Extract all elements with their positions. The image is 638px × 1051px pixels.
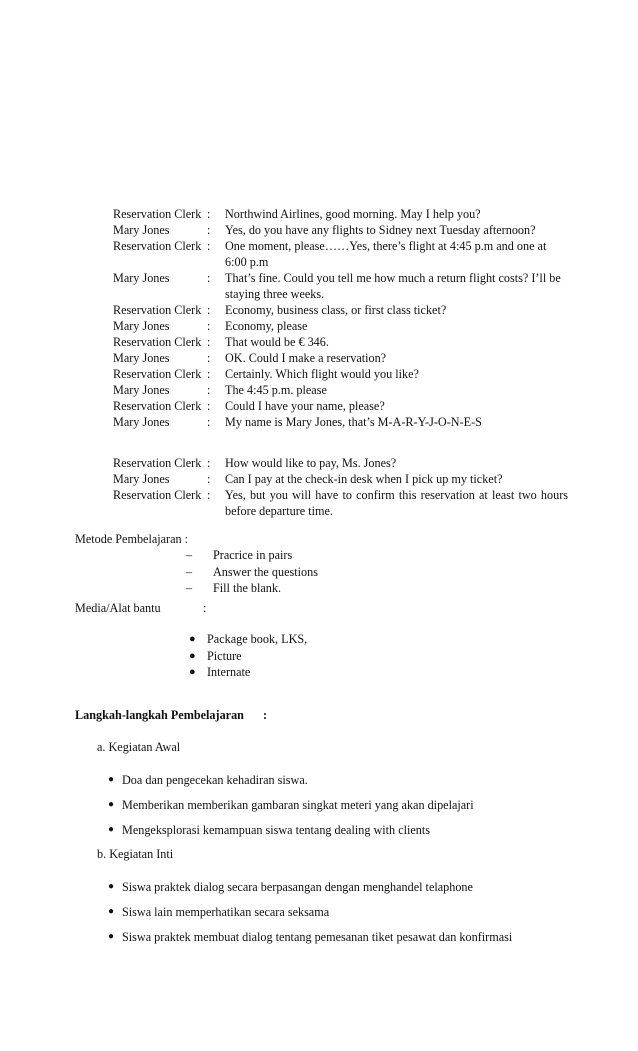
- separator: :: [207, 488, 211, 502]
- list-item: [108, 929, 512, 945]
- dialogue-line: [113, 222, 568, 238]
- bullet-icon: ●: [189, 649, 196, 662]
- separator: :: [207, 367, 211, 381]
- separator: :: [207, 319, 211, 333]
- dialogue-line: [113, 302, 568, 318]
- spacer: [113, 430, 568, 455]
- utterance: Certainly. Which flight would you like?: [225, 367, 419, 381]
- speaker: Mary Jones: [113, 383, 170, 397]
- separator: :: [207, 335, 211, 349]
- utterance: Can I pay at the check-in desk when I pick up my ticket?: [225, 472, 503, 486]
- list-item-text: Pracrice in pairs: [213, 548, 293, 562]
- dialogue-line: [113, 382, 568, 398]
- utterance: Could I have your name, please?: [225, 399, 385, 413]
- dialogue-line: [113, 471, 568, 487]
- list-item-text: Memberikan memberikan gambaran singkat meteri yang akan dipelajari: [122, 798, 474, 812]
- speaker: Reservation Clerk: [113, 488, 202, 502]
- separator: :: [207, 207, 211, 221]
- speaker: Reservation Clerk: [113, 456, 202, 470]
- bullet-icon: ●: [108, 931, 115, 942]
- bullet-icon: ●: [108, 906, 115, 917]
- dialogue-line: [113, 334, 568, 350]
- separator: :: [207, 456, 211, 470]
- speaker: Mary Jones: [113, 319, 170, 333]
- utterance: The 4:45 p.m. please: [225, 383, 327, 397]
- speaker: Reservation Clerk: [113, 239, 202, 253]
- list-item: [186, 580, 318, 597]
- list-item-text: Internate: [207, 665, 251, 679]
- list-item: [189, 664, 307, 681]
- utterance: Yes, but you will have to confirm this reservation at least two hours before departure time.: [225, 488, 568, 518]
- dialogue-line: [113, 398, 568, 414]
- utterance: How would like to pay, Ms. Jones?: [225, 456, 397, 470]
- dialogue-block: [113, 206, 568, 519]
- separator: :: [207, 351, 211, 365]
- list-item-text: Answer the questions: [213, 564, 318, 579]
- speaker: Reservation Clerk: [113, 367, 202, 381]
- list-item: [186, 547, 318, 564]
- utterance: Economy, business class, or first class ticket?: [225, 303, 447, 317]
- langkah-heading: Langkah-langkah Pembelajaran: [75, 708, 244, 722]
- list-item-text: Siswa praktek dialog secara berpasangan dengan menghandel telaphone: [122, 880, 473, 894]
- dialogue-line: [113, 318, 568, 334]
- separator: :: [207, 223, 211, 237]
- speaker: Reservation Clerk: [113, 399, 202, 413]
- list-item: [108, 822, 430, 838]
- list-item-text: Fill the blank.: [213, 581, 282, 595]
- metode-list: [186, 547, 318, 597]
- list-item-text: Siswa lain memperhatikan secara seksama: [122, 905, 330, 919]
- utterance: That’s fine. Could you tell me how much a return flight costs? I’ll be staying three weeks.: [225, 271, 561, 301]
- kegiatan-awal-title: a. Kegiatan Awal: [97, 740, 181, 754]
- list-item: [108, 772, 308, 788]
- speaker: Mary Jones: [113, 223, 170, 237]
- separator: :: [207, 415, 211, 429]
- langkah-separator: :: [263, 708, 268, 722]
- utterance: My name is Mary Jones, that’s M-A-R-Y-J-O-N-E-S: [225, 415, 482, 429]
- dash-marker: –: [186, 548, 193, 562]
- separator: :: [207, 399, 211, 413]
- utterance: Economy, please: [225, 319, 308, 333]
- bullet-icon: ●: [189, 666, 196, 678]
- list-item: [186, 564, 318, 581]
- speaker: Reservation Clerk: [113, 303, 202, 317]
- speaker: Reservation Clerk: [113, 335, 202, 349]
- metode-label: Metode Pembelajaran :: [75, 532, 189, 546]
- media-separator: :: [203, 601, 207, 615]
- dialogue-line: [113, 270, 568, 302]
- utterance: One moment, please……Yes, there’s flight at 4:45 p.m and one at 6:00 p.m: [225, 239, 547, 269]
- bullet-icon: ●: [108, 824, 115, 835]
- dialogue-line: [113, 366, 568, 382]
- list-item-text: Picture: [207, 648, 242, 663]
- media-label: Media/Alat bantu: [75, 601, 161, 615]
- separator: :: [207, 239, 211, 253]
- speaker: Mary Jones: [113, 472, 170, 486]
- dialogue-line: [113, 350, 568, 366]
- list-item-text: Siswa praktek membuat dialog tentang pemesanan tiket pesawat dan konfirmasi: [122, 930, 513, 944]
- dialogue-line: [113, 414, 568, 430]
- list-item: [108, 879, 473, 895]
- list-item: [108, 904, 329, 920]
- separator: :: [207, 271, 211, 285]
- dialogue-line: [113, 206, 568, 222]
- list-item-text: Doa dan pengecekan kehadiran siswa.: [122, 773, 308, 787]
- list-item: [189, 648, 307, 665]
- dialogue-line: [113, 238, 568, 270]
- bullet-icon: ●: [108, 799, 115, 810]
- bullet-icon: ●: [108, 881, 115, 892]
- media-list: [189, 631, 307, 681]
- bullet-icon: ●: [189, 633, 196, 645]
- list-item-text: Package book, LKS,: [207, 632, 308, 646]
- speaker: Reservation Clerk: [113, 207, 202, 221]
- speaker: Mary Jones: [113, 415, 170, 429]
- separator: :: [207, 383, 211, 397]
- utterance: That would be € 346.: [225, 335, 329, 349]
- dialogue-line: [113, 455, 568, 471]
- dialogue-line: [113, 487, 568, 519]
- separator: :: [207, 472, 211, 486]
- bullet-icon: ●: [108, 774, 115, 785]
- dash-marker: –: [186, 581, 193, 595]
- list-item: [189, 631, 307, 648]
- list-item: [108, 797, 474, 813]
- dash-marker: –: [186, 564, 193, 579]
- utterance: Yes, do you have any flights to Sidney next Tuesday afternoon?: [225, 223, 536, 237]
- list-item-text: Mengeksplorasi kemampuan siswa tentang dealing with clients: [122, 823, 431, 837]
- speaker: Mary Jones: [113, 351, 170, 365]
- utterance: Northwind Airlines, good morning. May I help you?: [225, 207, 481, 221]
- speaker: Mary Jones: [113, 271, 170, 285]
- kegiatan-inti-title: b. Kegiatan Inti: [97, 847, 174, 861]
- utterance: OK. Could I make a reservation?: [225, 351, 387, 365]
- separator: :: [207, 303, 211, 317]
